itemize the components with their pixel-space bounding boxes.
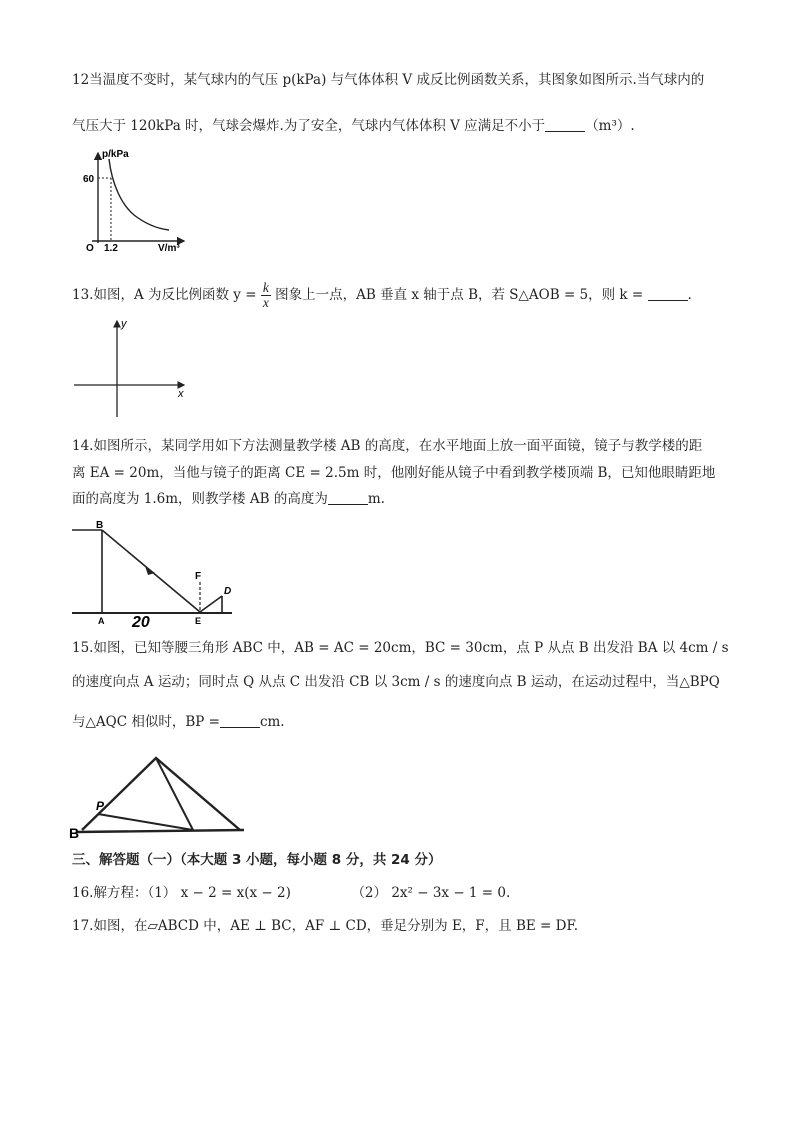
q14-line-3-unit: m.	[367, 491, 385, 507]
q13-line	[72, 280, 692, 310]
q15-pq-segment	[98, 814, 193, 830]
q15-line-1: 15.如图，已知等腰三角形 ABC 中，AB = AC = 20cm，BC = 30cm，点 P 从点 B 出发沿 BA 以 4cm / s	[72, 640, 729, 656]
q15-line-2: 的速度向点 A 运动；同时点 Q 从点 C 出发沿 CB 以 3cm / s 的速度向点 B 运动，在运动过程中，当△BPQ	[72, 674, 720, 690]
q17-line: 17.如图，在▱ABCD 中，AE ⊥ BC，AF ⊥ CD，垂足分别为 E，F，且 BE = DF.	[72, 918, 578, 934]
q14-label-e: E	[195, 616, 202, 626]
q12-curve	[109, 159, 169, 230]
q12-line-2	[72, 117, 635, 135]
q13-x-label: x	[178, 388, 184, 400]
q14-line-3-text: 面的高度为 1.6m，则教学楼 AB 的高度为	[72, 491, 328, 507]
q12-answer-blank	[545, 119, 585, 132]
q16-part-2: （2） 2x² − 3x − 1 = 0.	[351, 885, 511, 901]
q14-line-2: 离 EA = 20m，当他与镜子的距离 CE = 2.5m 时，他刚好能从镜子中看到教学楼顶端 B，已知他眼睛距地	[72, 465, 716, 481]
q15-base	[76, 830, 244, 832]
q15-label-b: B	[69, 825, 80, 840]
q14-figure	[72, 516, 237, 628]
q14-label-b: B	[96, 520, 104, 531]
q16-line	[72, 884, 510, 902]
q12-figure	[72, 145, 192, 255]
q14-label-f: F	[195, 571, 202, 582]
q15-answer-blank	[220, 715, 260, 728]
q13-end: .	[687, 287, 692, 303]
section-3-heading: 三、解答题（一）（本大题 3 小题，每小题 8 分，共 24 分）	[72, 852, 442, 868]
q13-y-label: y	[121, 318, 127, 330]
q15-line-3	[72, 713, 285, 731]
q12-line-2-text: 气压大于 120kPa 时，气球会爆炸.为了安全，气球内气体体积 V 应满足不小于	[72, 118, 546, 134]
q15-figure	[68, 750, 248, 840]
q13-figure	[72, 313, 192, 423]
q13-post: 图象上一点，AB 垂直 x 轴于点 B，若 S△AOB = 5，则 k =	[275, 287, 644, 303]
q15-label-p: P	[96, 799, 105, 813]
q14-ray-reflected	[200, 596, 222, 612]
q13-frac-num: k	[262, 280, 269, 295]
q15-aq-segment	[156, 758, 193, 830]
q16-part-1: 16.解方程：（1） x − 2 = x(x − 2)	[72, 885, 291, 901]
q15-line-3-unit: cm.	[259, 714, 285, 730]
q14-line-1: 14.如图所示，某同学用如下方法测量教学楼 AB 的高度，在水平地面上放一面平面镜，镜子与教学楼的距	[72, 438, 703, 454]
q15-line-3-text: 与△AQC 相似时，BP =	[72, 714, 220, 730]
q14-answer-blank	[328, 492, 368, 505]
q12-y-tick: 60	[83, 174, 95, 185]
q14-line-3	[72, 490, 385, 508]
q12-x-tick: 1.2	[104, 243, 118, 254]
q12-y-label: p/kPa	[102, 149, 129, 160]
q13-fraction	[261, 281, 271, 310]
q12-line-2-unit: （m³）.	[585, 118, 635, 134]
q14-distance-label: 20	[132, 614, 150, 628]
q13-answer-blank	[648, 288, 688, 301]
q12-line-1: 12当温度不变时，某气球内的气压 p(kPa) 与气体体积 V 成反比例函数关系，其图象如图所示.当气球内的	[72, 72, 705, 88]
q14-label-d: D	[224, 586, 232, 597]
q12-origin: O	[86, 243, 94, 254]
q14-label-a: A	[98, 616, 105, 626]
q12-x-label: V/m³	[158, 243, 180, 254]
q13-frac-den: x	[262, 295, 269, 310]
q13-pre: 13.如图，A 为反比例函数 y =	[72, 287, 257, 303]
